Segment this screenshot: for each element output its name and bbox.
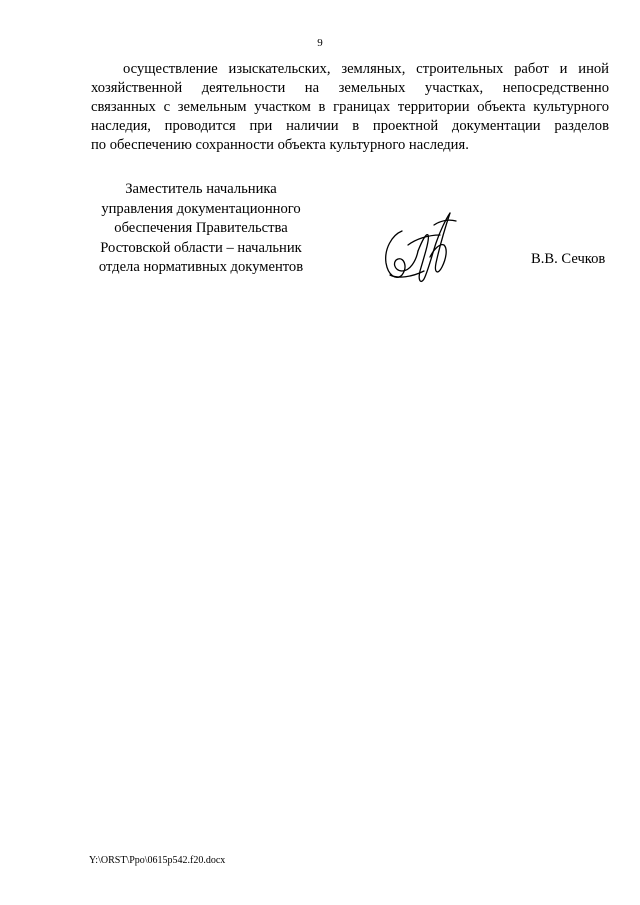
page-number: 9 bbox=[317, 37, 323, 49]
position-line: управления документационного bbox=[101, 200, 301, 217]
signer-name: В.В. Сечков bbox=[531, 251, 606, 267]
paragraph-line: наследия, проводится при наличии в проектной документации разделов bbox=[91, 118, 609, 134]
signatory-position bbox=[86, 180, 316, 278]
paragraph-line: хозяйственной деятельности на земельных участках, непосредственно bbox=[91, 80, 609, 96]
position-line: отдела нормативных документов bbox=[98, 259, 304, 275]
position-line: Заместитель начальника bbox=[125, 181, 277, 197]
position-line: Ростовской области – начальник bbox=[100, 239, 302, 256]
paragraph-line: осуществление изыскательских, земляных, строительных работ и иной bbox=[123, 61, 609, 77]
paragraph-line: связанных с земельным участком в границах территории объекта культурного bbox=[91, 99, 609, 115]
document-file-path: Y:\ORST\Ppo\0615p542.f20.docx bbox=[89, 855, 226, 866]
paragraph-line: по обеспечению сохранности объекта культурного наследия. bbox=[91, 137, 469, 153]
body-paragraph bbox=[91, 60, 609, 155]
handwritten-signature bbox=[378, 205, 460, 291]
position-line: обеспечения Правительства bbox=[114, 220, 288, 236]
